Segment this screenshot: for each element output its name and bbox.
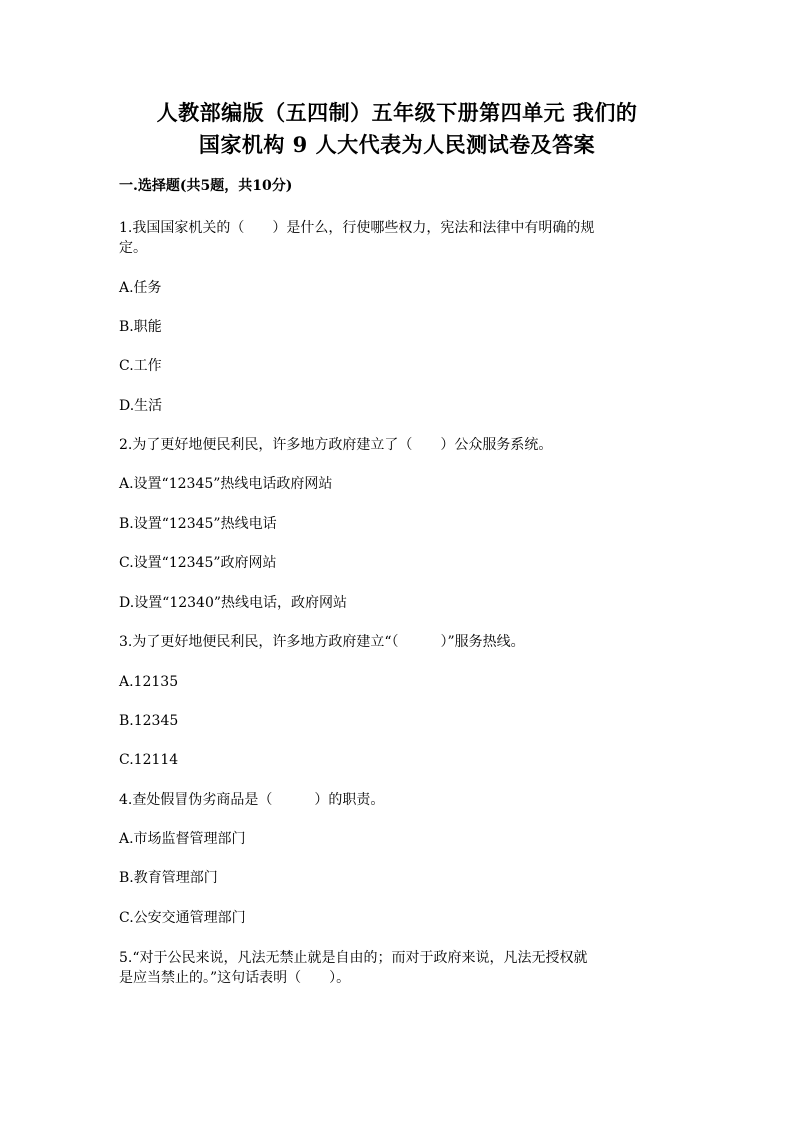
question-1-option-b: B.职能 (119, 319, 162, 335)
question-1-stem-line-2: 定。 (119, 240, 147, 256)
question-3-option-a: A.12135 (119, 674, 179, 690)
question-2-option-c: C.设置“12345”政府网站 (119, 555, 277, 571)
question-3-stem-line-1: 3.为了更好地便民利民，许多地方政府建立“（ ）”服务热线。 (119, 634, 525, 650)
question-2-option-d: D.设置“12340”热线电话，政府网站 (119, 595, 348, 611)
question-5-stem-line-2: 是应当禁止的。”这句话表明（ ）。 (119, 970, 351, 986)
question-3-option-b: B.12345 (119, 713, 179, 729)
question-1-option-c: C.工作 (119, 358, 162, 374)
question-4-stem-line-1: 4.查处假冒伪劣商品是（ ）的职责。 (119, 792, 385, 808)
question-4-option-c: C.公安交通管理部门 (119, 910, 246, 926)
document-title-line-1: 人教部编版（五四制）五年级下册第四单元 我们的 (156, 100, 638, 125)
question-4-option-a: A.市场监督管理部门 (119, 831, 246, 847)
document-title-line-2: 国家机构 9 人大代表为人民测试卷及答案 (198, 132, 596, 157)
section-heading: 一.选择题(共5题，共10分) (119, 178, 293, 194)
question-1-stem-line-1: 1.我国国家机关的（ ）是什么，行使哪些权力，宪法和法律中有明确的规 (119, 220, 595, 236)
question-2-option-a: A.设置“12345”热线电话政府网站 (119, 476, 333, 492)
question-1-option-a: A.任务 (119, 280, 162, 296)
question-5-stem-line-1: 5.“对于公民来说，凡法无禁止就是自由的；而对于政府来说，凡法无授权就 (119, 950, 588, 966)
question-1-option-d: D.生活 (119, 398, 163, 414)
question-3-option-c: C.12114 (119, 752, 179, 768)
question-4-option-b: B.教育管理部门 (119, 870, 218, 886)
question-2-stem-line-1: 2.为了更好地便民利民，许多地方政府建立了（ ）公众服务系统。 (119, 437, 553, 453)
question-2-option-b: B.设置“12345”热线电话 (119, 516, 277, 532)
